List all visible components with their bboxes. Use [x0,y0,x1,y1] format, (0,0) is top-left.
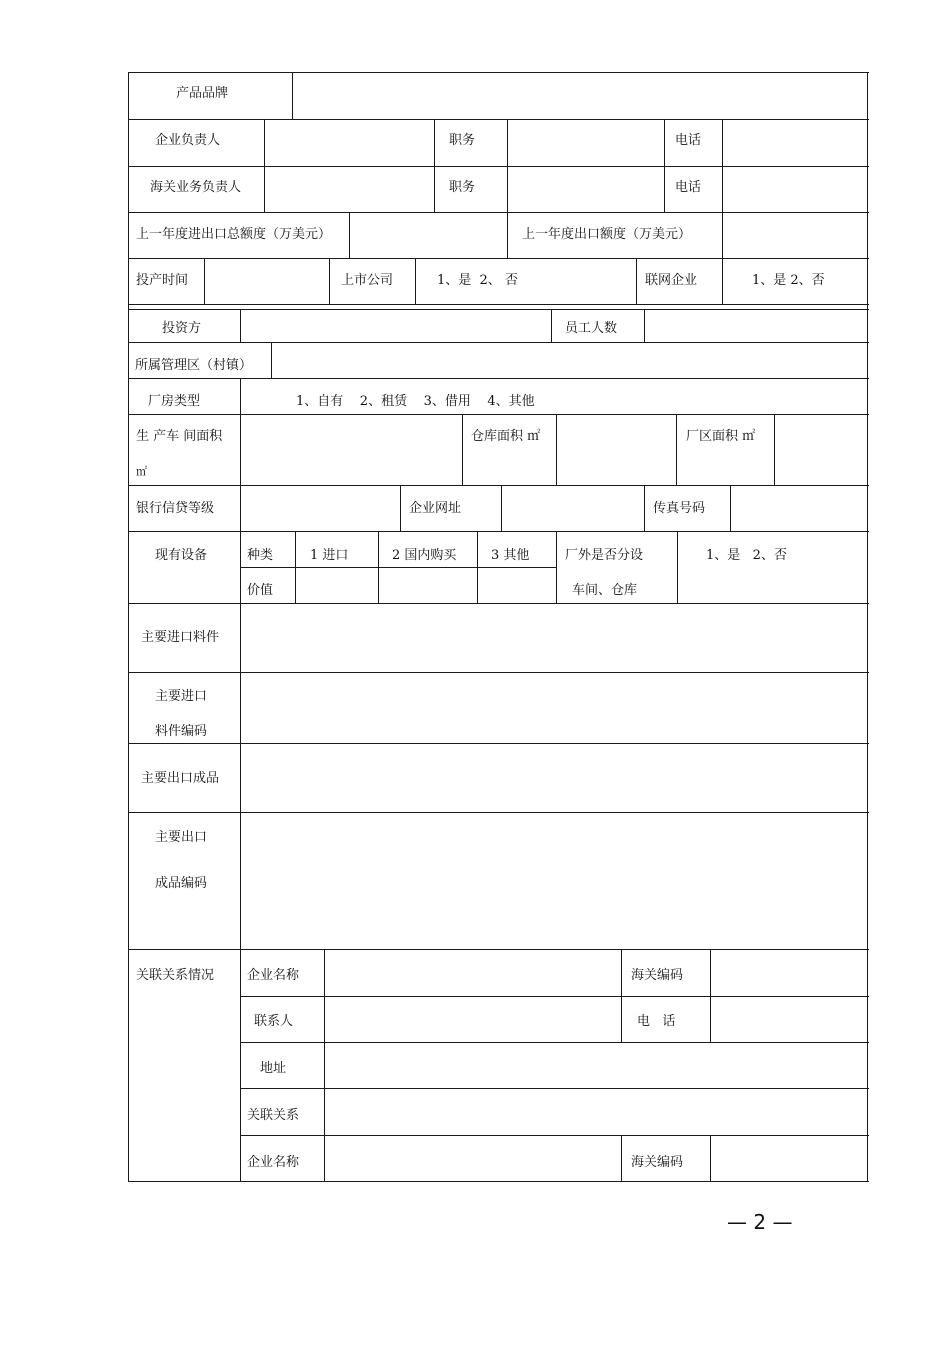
bank-credit-label: 银行信贷等级 [136,501,215,516]
rule [240,1088,869,1089]
rule [204,258,205,304]
company-name-label: 企业名称 [247,1155,300,1170]
rule [324,949,325,1181]
rule [507,119,508,212]
rule [128,342,869,343]
rule [240,531,241,603]
admin-district-label: 所属管理区（村镇） [135,358,253,373]
rule [722,258,723,304]
networked-enterprise-label: 联网企业 [645,273,698,288]
rule [349,212,350,258]
rule [415,258,416,304]
rule [434,119,435,212]
rule [128,1181,869,1182]
position-label: 职务 [449,133,476,148]
rule [722,212,723,258]
rule [636,258,637,304]
factory-type-options: 1、自有 2、租赁 3、借用 4、其他 [296,394,535,409]
rule [477,531,478,603]
workshop-area-unit: ㎡ [136,465,147,478]
main-export-code-label-line2: 成品编码 [155,876,208,891]
rule [295,531,296,603]
warehouse-area-label: 仓库面积 ㎡ [471,429,541,444]
main-export-products-label: 主要出口成品 [141,771,220,786]
rule [271,342,272,378]
rule [240,414,241,485]
rule [128,119,869,120]
rule [644,309,645,342]
domestic-option: 2 国内购买 [392,548,457,563]
main-import-materials-label: 主要进口料件 [141,630,220,645]
rule [128,212,869,213]
company-name-label: 企业名称 [247,968,300,983]
phone-label: 电话 [675,180,702,195]
customs-head-label: 海关业务负责人 [150,180,242,195]
rule [676,414,677,485]
value-label: 价值 [247,583,274,598]
product-brand-label: 产品品牌 [176,86,229,101]
rule [621,949,622,1042]
rule [867,72,868,1182]
rule [240,603,241,1181]
other-option: 3 其他 [491,548,530,563]
rule [551,309,552,342]
customs-code-label: 海关编码 [631,1155,684,1170]
rule [128,166,869,167]
rule [556,531,557,603]
rule [556,414,557,485]
rule [240,567,556,568]
address-label: 地址 [260,1061,287,1076]
rule [730,485,731,531]
production-start-label: 投产时间 [136,273,189,288]
contact-label: 联系人 [254,1014,294,1029]
rule [240,485,241,531]
rule [128,304,869,305]
plant-area-label: 厂区面积 ㎡ [686,429,756,444]
prev-year-total-label: 上一年度进出口总额度（万美元） [136,227,332,242]
offsite-label: 厂外是否分设 [565,548,644,563]
relationship-label: 关联关系 [247,1108,300,1123]
rule [240,996,869,997]
rule [400,485,401,531]
rule [501,485,502,531]
main-import-code-label-line2: 料件编码 [155,724,208,739]
import-option: 1 进口 [310,548,349,563]
investor-label: 投资方 [162,321,202,336]
rule [722,119,723,212]
rule [677,531,678,603]
fax-label: 传真号码 [653,501,706,516]
page-number: — 2 — [727,1210,793,1234]
listed-options: 1、是 2、 否 [437,273,518,288]
offsite-options: 1、是 2、否 [706,548,787,563]
rule [507,212,508,258]
position-label: 职务 [449,180,476,195]
rule [292,72,293,119]
rule [644,485,645,531]
rule [462,414,463,485]
prev-year-export-label: 上一年度出口额度（万美元） [522,227,692,242]
rule [240,309,241,342]
rule [240,378,241,414]
employee-count-label: 员工人数 [565,321,618,336]
phone-label: 电 话 [637,1014,676,1029]
networked-options: 1、是 2、否 [752,273,825,288]
customs-code-label: 海关编码 [631,968,684,983]
rule [621,1135,622,1181]
rule [774,414,775,485]
rule [128,72,129,1182]
rule [664,119,665,212]
rule [710,949,711,1042]
rule [240,1135,869,1136]
enterprise-head-label: 企业负责人 [155,133,221,148]
kind-label: 种类 [247,548,274,563]
offsite-label-line2: 车间、仓库 [572,583,638,598]
rule [264,119,265,212]
website-label: 企业网址 [409,501,462,516]
rule [329,258,330,304]
related-parties-label: 关联关系情况 [136,968,215,983]
rule [378,531,379,603]
rule [240,1042,869,1043]
factory-type-label: 厂房类型 [148,394,201,409]
rule [128,72,869,73]
main-export-code-label: 主要出口 [155,830,208,845]
main-import-code-label: 主要进口 [155,689,208,704]
workshop-area-label: 生 产车 间面积 [136,429,223,444]
rule [710,1135,711,1181]
equipment-label: 现有设备 [155,548,208,563]
rule [128,258,869,259]
phone-label: 电话 [675,133,702,148]
listed-company-label: 上市公司 [341,273,394,288]
